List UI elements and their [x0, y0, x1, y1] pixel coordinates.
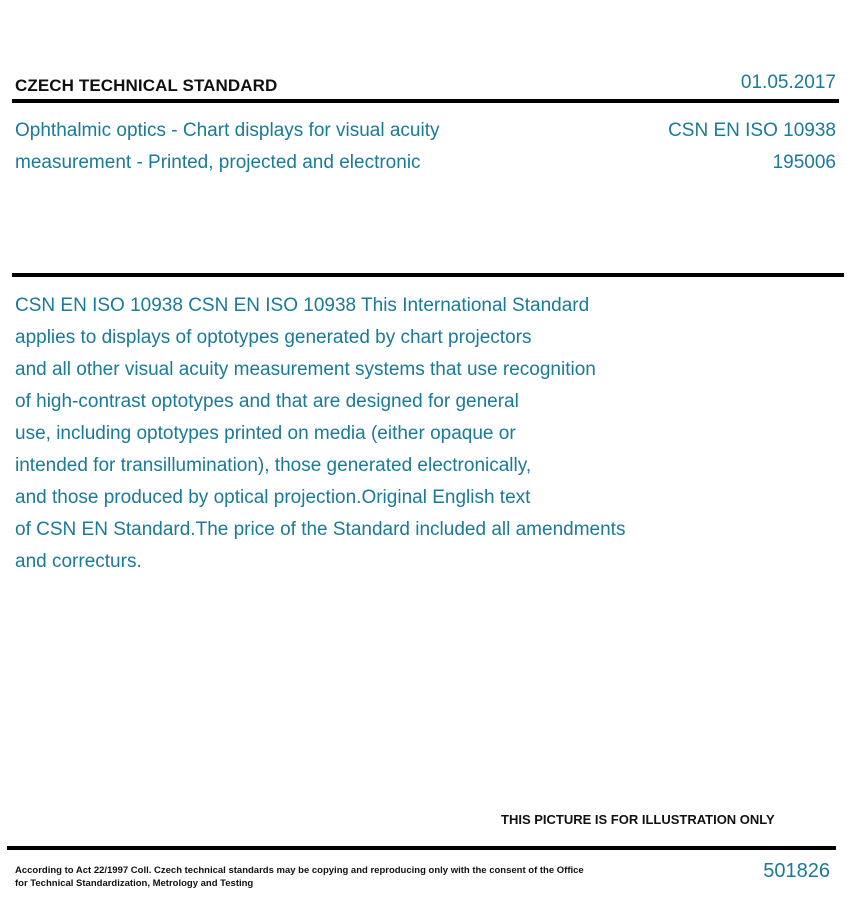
- description-line: and correcturs.: [15, 551, 142, 572]
- footer-divider: [7, 846, 836, 850]
- description-line: applies to displays of optotypes generated by chart projectors: [15, 327, 532, 348]
- section-divider: [12, 273, 844, 277]
- description-line: of CSN EN Standard.The price of the Standard included all amendments: [15, 519, 626, 540]
- description-line: use, including optotypes printed on media (either opaque or: [15, 423, 516, 444]
- document-number: 501826: [763, 860, 830, 882]
- standard-description: [15, 290, 725, 578]
- copyright-notice: [15, 864, 584, 890]
- classification-code: 195006: [772, 152, 836, 173]
- header-divider: [12, 99, 839, 103]
- standard-number: CSN EN ISO 10938: [668, 120, 836, 141]
- copyright-line: According to Act 22/1997 Coll. Czech technical standards may be copying and reproducing only with the consent of the Office: [15, 865, 584, 876]
- description-line: and those produced by optical projection.Original English text: [15, 487, 531, 508]
- standard-type-label: CZECH TECHNICAL STANDARD: [15, 76, 278, 95]
- description-line: intended for transillumination), those generated electronically,: [15, 455, 532, 476]
- title-line: Ophthalmic optics - Chart displays for visual acuity: [15, 120, 440, 141]
- description-line: CSN EN ISO 10938 CSN EN ISO 10938 This International Standard: [15, 295, 590, 316]
- copyright-line: for Technical Standardization, Metrology and Testing: [15, 878, 254, 889]
- title-line: measurement - Printed, projected and electronic: [15, 152, 421, 173]
- publication-date: 01.05.2017: [740, 72, 836, 93]
- description-line: and all other visual acuity measurement systems that use recognition: [15, 359, 596, 380]
- description-line: of high-contrast optotypes and that are designed for general: [15, 391, 519, 412]
- illustration-notice: THIS PICTURE IS FOR ILLUSTRATION ONLY: [501, 812, 775, 827]
- standard-codes: [668, 115, 836, 179]
- standard-title: [15, 115, 440, 179]
